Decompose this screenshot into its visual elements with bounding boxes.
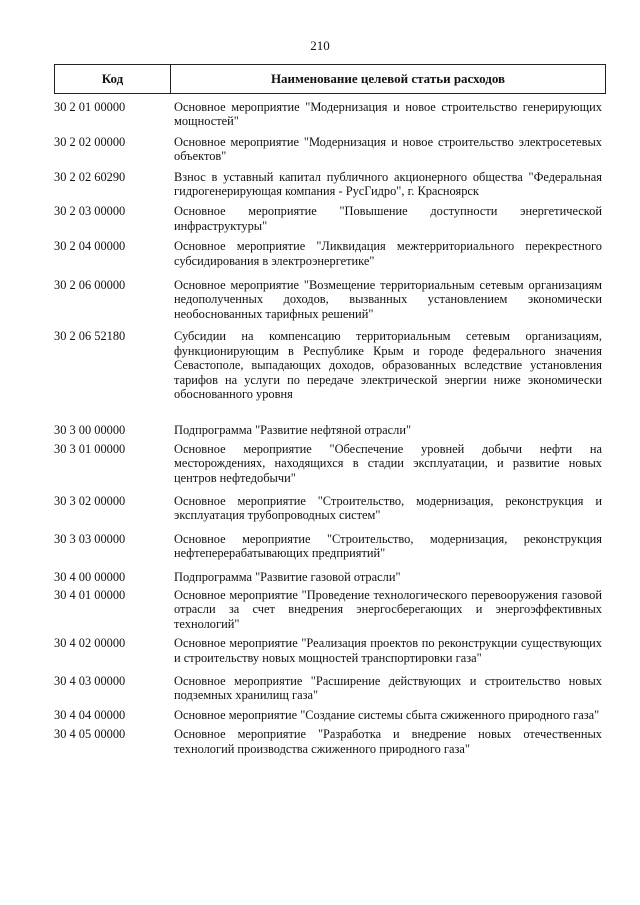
table-row: [54, 636, 606, 665]
row-code: 30 4 00 00000: [54, 569, 126, 584]
row-name: Основное мероприятие "Повышение доступности энергетической инфраструктуры": [174, 204, 602, 233]
row-code: 30 4 01 00000: [54, 587, 126, 602]
table-header: [54, 64, 606, 94]
row-code: 30 2 06 00000: [54, 278, 126, 293]
table-row: [54, 727, 606, 756]
row-name: Основное мероприятие "Реализация проектов по реконструкции существующих и строительству новых мощностей транспортировки газа": [174, 636, 602, 665]
table-row: [54, 588, 606, 631]
row-name: Основное мероприятие "Проведение технологического перевооружения газовой отрасли за счет внедрения энергосберегающих и энергоэффективных технологий": [174, 587, 602, 631]
row-name: Подпрограмма "Развитие нефтяной отрасли": [174, 423, 412, 438]
row-code: 30 4 04 00000: [54, 707, 126, 722]
page-number: 210: [310, 38, 330, 53]
row-name: Основное мероприятие "Модернизация и новое строительство генерирующих мощностей": [174, 100, 602, 129]
row-name: Взнос в уставный капитал публичного акционерного общества "Федеральная гидрогенерирующая компания - РусГидро", г. Красноярск: [174, 169, 602, 199]
table-body: [54, 100, 606, 756]
row-code: 30 2 04 00000: [54, 239, 126, 254]
table-row: [54, 239, 606, 268]
row-code: 30 2 02 60290: [54, 169, 126, 184]
table-row: [54, 278, 606, 321]
table-row: [54, 570, 606, 584]
row-code: 30 2 06 52180: [54, 329, 126, 344]
table-row: [54, 100, 606, 129]
row-code: 30 3 01 00000: [54, 441, 126, 456]
table-row: [54, 170, 606, 199]
table-row: [54, 494, 606, 523]
row-name: Основное мероприятие "Возмещение территориальным сетевым организациям недополученных доходов, вызванных установлением экономически необоснованных тарифных решений": [174, 278, 602, 321]
table-row: [54, 204, 606, 233]
table-row: [54, 135, 606, 164]
row-code: 30 2 03 00000: [54, 204, 126, 219]
row-name: Подпрограмма "Развитие газовой отрасли": [174, 569, 401, 584]
header-code: Код: [55, 65, 171, 93]
row-name: Основное мероприятие "Модернизация и новое строительство электросетевых объектов": [174, 134, 602, 164]
row-code: 30 4 02 00000: [54, 636, 126, 651]
row-code: 30 4 03 00000: [54, 674, 126, 688]
row-name: Основное мероприятие "Строительство, модернизация, реконструкция нефтеперерабатывающих предприятий": [174, 531, 602, 561]
header-name: Наименование целевой статьи расходов: [270, 71, 506, 86]
row-name: Основное мероприятие "Ликвидация межтерриториального перекрестного субсидирования в электроэнергетике": [174, 239, 602, 268]
row-name: Основное мероприятие "Обеспечение уровней добычи нефти на месторождениях, находящихся в стадии эксплуатации, и развитие новых центров нефтедобычи": [174, 441, 602, 485]
table-row: [54, 532, 606, 561]
row-code: 30 3 02 00000: [54, 493, 126, 508]
row-name: Основное мероприятие "Создание системы сбыта сжиженного природного газа": [174, 707, 600, 722]
table-row: [54, 329, 606, 401]
row-code: 30 2 02 00000: [54, 134, 126, 149]
row-name: Основное мероприятие "Расширение действующих и строительство новых подземных хранилищ газа": [174, 674, 602, 703]
row-code: 30 4 05 00000: [54, 727, 126, 742]
row-name: Основное мероприятие "Разработка и внедрение новых отечественных технологий производства сжиженного природного газа": [174, 727, 602, 756]
row-code: 30 3 00 00000: [54, 423, 126, 438]
table-row: [54, 708, 606, 722]
table-row: [54, 423, 606, 437]
row-code: 30 2 01 00000: [54, 100, 126, 114]
table-row: [54, 442, 606, 485]
row-name: Субсидии на компенсацию территориальным сетевым организациям, функционирующим в Республике Крым и городе федерального значения Севастополе, выпадающих доходов, образованных вследствие установления тарифов на услуги по передаче электрической энергии ниже экономически обоснованного уровня: [174, 329, 602, 401]
table-row: [54, 674, 606, 703]
row-name: Основное мероприятие "Строительство, модернизация, реконструкция и эксплуатация трубопроводных систем": [174, 493, 602, 523]
row-code: 30 3 03 00000: [54, 531, 126, 546]
